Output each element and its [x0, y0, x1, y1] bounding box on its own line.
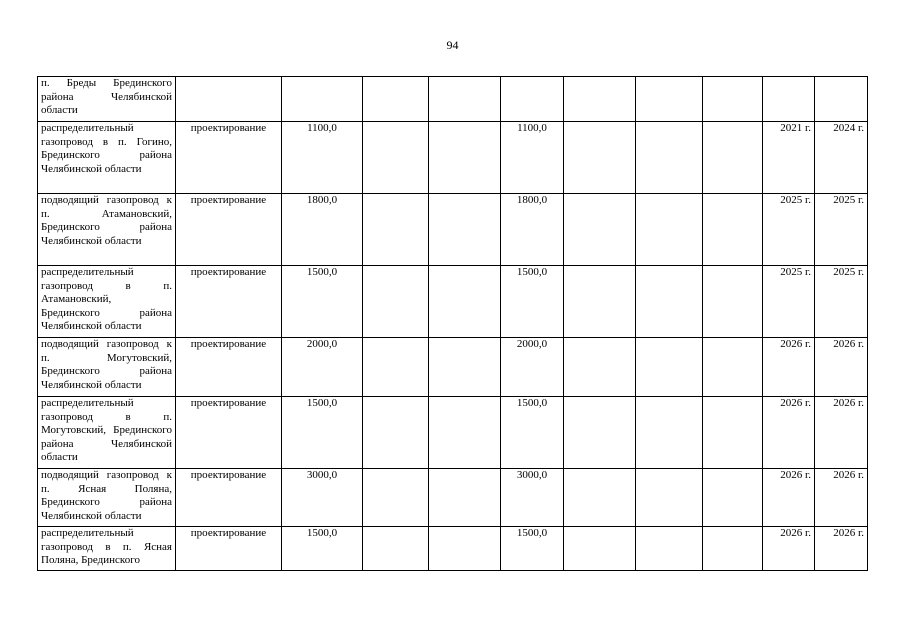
empty-cell [636, 469, 703, 527]
start-year-cell: 2025 г. [763, 194, 815, 266]
regional-budget-cell: 1500,0 [501, 266, 564, 338]
empty-cell [703, 397, 763, 469]
table-row [38, 266, 868, 338]
empty-cell [363, 527, 429, 571]
object-name-cell: подводящий газопровод к п. Могутовский, Брединского района Челябинской области [38, 338, 176, 397]
empty-cell [636, 266, 703, 338]
financing-table [37, 76, 868, 571]
empty-cell [564, 338, 636, 397]
start-year-cell [763, 77, 815, 122]
table-row [38, 338, 868, 397]
empty-cell [636, 194, 703, 266]
object-name-cell: п. Бреды Брединского района Челябинской области [38, 77, 176, 122]
table-row [38, 527, 868, 571]
empty-cell [429, 338, 501, 397]
regional-budget-cell: 1500,0 [501, 397, 564, 469]
object-name-cell: распределительный газопровод в п. Могутовский, Брединского района Челябинской области [38, 397, 176, 469]
empty-cell [564, 122, 636, 194]
empty-cell [564, 266, 636, 338]
table-row [38, 77, 868, 122]
empty-cell [363, 266, 429, 338]
end-year-cell: 2026 г. [815, 469, 868, 527]
empty-cell [703, 338, 763, 397]
regional-budget-cell: 1500,0 [501, 527, 564, 571]
empty-cell [703, 194, 763, 266]
regional-budget-cell: 1800,0 [501, 194, 564, 266]
empty-cell [636, 527, 703, 571]
object-name-cell: подводящий газопровод к п. Атамановский, Брединского района Челябинской области [38, 194, 176, 266]
empty-cell [564, 194, 636, 266]
start-year-cell: 2026 г. [763, 527, 815, 571]
empty-cell [564, 527, 636, 571]
table-row [38, 397, 868, 469]
empty-cell [363, 194, 429, 266]
end-year-cell: 2025 г. [815, 266, 868, 338]
empty-cell [564, 77, 636, 122]
start-year-cell: 2021 г. [763, 122, 815, 194]
object-name-cell: подводящий газопровод к п. Ясная Поляна, Брединского района Челябинской области [38, 469, 176, 527]
page-number: 94 [446, 38, 459, 52]
start-year-cell: 2026 г. [763, 338, 815, 397]
empty-cell [429, 194, 501, 266]
empty-cell [363, 338, 429, 397]
start-year-cell: 2026 г. [763, 397, 815, 469]
empty-cell [703, 77, 763, 122]
table-row [38, 469, 868, 527]
regional-budget-cell: 1100,0 [501, 122, 564, 194]
empty-cell [363, 469, 429, 527]
end-year-cell [815, 77, 868, 122]
empty-cell [429, 397, 501, 469]
regional-budget-cell: 3000,0 [501, 469, 564, 527]
regional-budget-cell [501, 77, 564, 122]
table-row [38, 194, 868, 266]
total-cell: 1100,0 [282, 122, 363, 194]
total-cell [282, 77, 363, 122]
stage-cell: проектирование [176, 469, 282, 527]
end-year-cell: 2026 г. [815, 338, 868, 397]
empty-cell [703, 266, 763, 338]
end-year-cell: 2026 г. [815, 527, 868, 571]
end-year-cell: 2024 г. [815, 122, 868, 194]
empty-cell [564, 469, 636, 527]
empty-cell [429, 266, 501, 338]
stage-cell: проектирование [176, 397, 282, 469]
empty-cell [363, 397, 429, 469]
stage-cell: проектирование [176, 194, 282, 266]
total-cell: 1500,0 [282, 397, 363, 469]
empty-cell [636, 397, 703, 469]
empty-cell [363, 122, 429, 194]
empty-cell [363, 77, 429, 122]
total-cell: 3000,0 [282, 469, 363, 527]
empty-cell [636, 77, 703, 122]
stage-cell: проектирование [176, 338, 282, 397]
empty-cell [429, 77, 501, 122]
total-cell: 1500,0 [282, 266, 363, 338]
total-cell: 2000,0 [282, 338, 363, 397]
stage-cell [176, 77, 282, 122]
object-name-cell: распределительный газопровод в п. Ясная Поляна, Брединского [38, 527, 176, 571]
end-year-cell: 2026 г. [815, 397, 868, 469]
empty-cell [703, 527, 763, 571]
empty-cell [703, 122, 763, 194]
empty-cell [429, 527, 501, 571]
empty-cell [636, 338, 703, 397]
start-year-cell: 2025 г. [763, 266, 815, 338]
start-year-cell: 2026 г. [763, 469, 815, 527]
object-name-cell: распределительный газопровод в п. Атамановский, Брединского района Челябинской области [38, 266, 176, 338]
end-year-cell: 2025 г. [815, 194, 868, 266]
empty-cell [636, 122, 703, 194]
total-cell: 1800,0 [282, 194, 363, 266]
stage-cell: проектирование [176, 122, 282, 194]
stage-cell: проектирование [176, 527, 282, 571]
table-row [38, 122, 868, 194]
empty-cell [564, 397, 636, 469]
empty-cell [703, 469, 763, 527]
object-name-cell: распределительный газопровод в п. Гогино, Брединского района Челябинской области [38, 122, 176, 194]
empty-cell [429, 122, 501, 194]
total-cell: 1500,0 [282, 527, 363, 571]
stage-cell: проектирование [176, 266, 282, 338]
regional-budget-cell: 2000,0 [501, 338, 564, 397]
empty-cell [429, 469, 501, 527]
